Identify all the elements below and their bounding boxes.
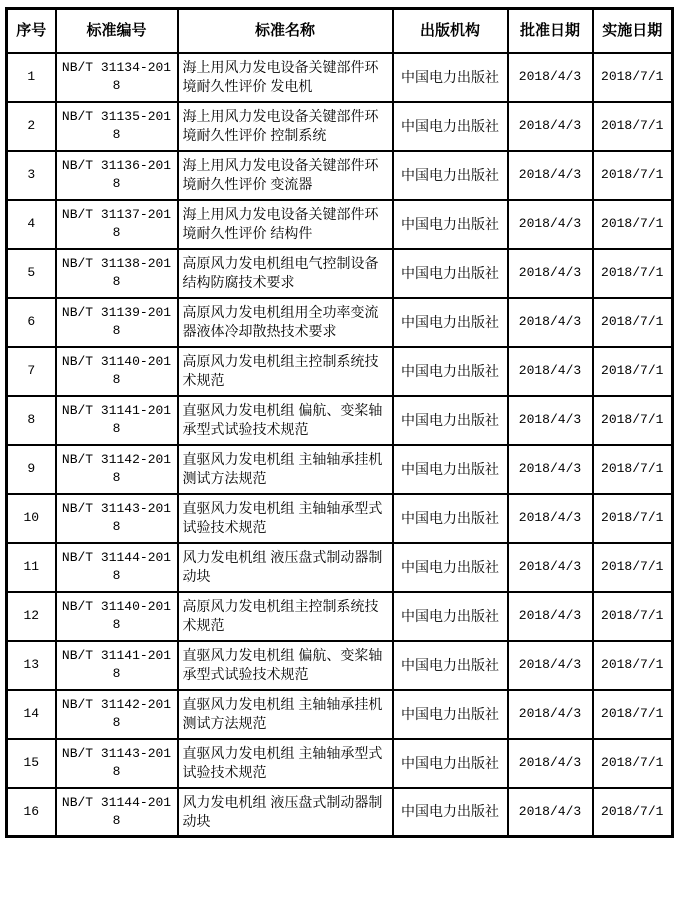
cell-no: 11 (7, 543, 56, 592)
cell-code: NB/T 31144-2018 (56, 543, 178, 592)
table-row (7, 788, 673, 837)
table-row (7, 690, 673, 739)
cell-code: NB/T 31139-2018 (56, 298, 178, 347)
cell-name: 高原风力发电机组用全功率变流器液体冷却散热技术要求 (178, 298, 393, 347)
column-header-implement_date: 实施日期 (593, 9, 673, 53)
cell-no: 2 (7, 102, 56, 151)
cell-publisher: 中国电力出版社 (393, 249, 508, 298)
cell-name: 高原风力发电机组电气控制设备结构防腐技术要求 (178, 249, 393, 298)
table-row (7, 200, 673, 249)
cell-approval_date: 2018/4/3 (508, 347, 593, 396)
cell-name: 直驱风力发电机组 主轴轴承挂机测试方法规范 (178, 690, 393, 739)
header-row (7, 9, 673, 53)
cell-implement_date: 2018/7/1 (593, 739, 673, 788)
cell-implement_date: 2018/7/1 (593, 543, 673, 592)
cell-implement_date: 2018/7/1 (593, 298, 673, 347)
cell-approval_date: 2018/4/3 (508, 200, 593, 249)
cell-name: 风力发电机组 液压盘式制动器制动块 (178, 788, 393, 837)
cell-code: NB/T 31140-2018 (56, 592, 178, 641)
cell-implement_date: 2018/7/1 (593, 151, 673, 200)
cell-publisher: 中国电力出版社 (393, 53, 508, 102)
cell-approval_date: 2018/4/3 (508, 592, 593, 641)
table-row (7, 739, 673, 788)
cell-approval_date: 2018/4/3 (508, 739, 593, 788)
column-header-code: 标准编号 (56, 9, 178, 53)
cell-code: NB/T 31143-2018 (56, 494, 178, 543)
cell-publisher: 中国电力出版社 (393, 396, 508, 445)
table-row (7, 53, 673, 102)
table-row (7, 543, 673, 592)
cell-publisher: 中国电力出版社 (393, 592, 508, 641)
cell-implement_date: 2018/7/1 (593, 249, 673, 298)
cell-publisher: 中国电力出版社 (393, 788, 508, 837)
cell-name: 直驱风力发电机组 主轴轴承挂机测试方法规范 (178, 445, 393, 494)
cell-publisher: 中国电力出版社 (393, 641, 508, 690)
cell-approval_date: 2018/4/3 (508, 690, 593, 739)
column-header-approval_date: 批准日期 (508, 9, 593, 53)
cell-name: 海上用风力发电设备关键部件环境耐久性评价 发电机 (178, 53, 393, 102)
cell-approval_date: 2018/4/3 (508, 543, 593, 592)
cell-name: 直驱风力发电机组 偏航、变桨轴承型式试验技术规范 (178, 396, 393, 445)
table-row (7, 445, 673, 494)
standards-table (5, 7, 674, 838)
cell-implement_date: 2018/7/1 (593, 102, 673, 151)
cell-implement_date: 2018/7/1 (593, 592, 673, 641)
cell-publisher: 中国电力出版社 (393, 102, 508, 151)
cell-code: NB/T 31144-2018 (56, 788, 178, 837)
cell-no: 16 (7, 788, 56, 837)
cell-publisher: 中国电力出版社 (393, 445, 508, 494)
cell-implement_date: 2018/7/1 (593, 788, 673, 837)
cell-no: 4 (7, 200, 56, 249)
cell-approval_date: 2018/4/3 (508, 445, 593, 494)
cell-no: 15 (7, 739, 56, 788)
cell-code: NB/T 31136-2018 (56, 151, 178, 200)
cell-no: 14 (7, 690, 56, 739)
cell-approval_date: 2018/4/3 (508, 298, 593, 347)
cell-publisher: 中国电力出版社 (393, 298, 508, 347)
cell-publisher: 中国电力出版社 (393, 690, 508, 739)
table-row (7, 151, 673, 200)
cell-approval_date: 2018/4/3 (508, 788, 593, 837)
cell-no: 3 (7, 151, 56, 200)
cell-code: NB/T 31142-2018 (56, 690, 178, 739)
cell-code: NB/T 31140-2018 (56, 347, 178, 396)
cell-name: 直驱风力发电机组 主轴轴承型式试验技术规范 (178, 739, 393, 788)
cell-code: NB/T 31142-2018 (56, 445, 178, 494)
table-row (7, 249, 673, 298)
table-row (7, 102, 673, 151)
cell-implement_date: 2018/7/1 (593, 690, 673, 739)
cell-publisher: 中国电力出版社 (393, 494, 508, 543)
table-row (7, 396, 673, 445)
cell-name: 直驱风力发电机组 主轴轴承型式试验技术规范 (178, 494, 393, 543)
cell-implement_date: 2018/7/1 (593, 641, 673, 690)
cell-publisher: 中国电力出版社 (393, 200, 508, 249)
cell-implement_date: 2018/7/1 (593, 396, 673, 445)
cell-publisher: 中国电力出版社 (393, 543, 508, 592)
cell-no: 7 (7, 347, 56, 396)
table-body (7, 53, 673, 837)
cell-approval_date: 2018/4/3 (508, 641, 593, 690)
cell-publisher: 中国电力出版社 (393, 151, 508, 200)
cell-name: 海上用风力发电设备关键部件环境耐久性评价 结构件 (178, 200, 393, 249)
table-row (7, 298, 673, 347)
cell-name: 海上用风力发电设备关键部件环境耐久性评价 变流器 (178, 151, 393, 200)
cell-name: 海上用风力发电设备关键部件环境耐久性评价 控制系统 (178, 102, 393, 151)
cell-name: 直驱风力发电机组 偏航、变桨轴承型式试验技术规范 (178, 641, 393, 690)
cell-publisher: 中国电力出版社 (393, 347, 508, 396)
cell-name: 高原风力发电机组主控制系统技术规范 (178, 592, 393, 641)
cell-approval_date: 2018/4/3 (508, 494, 593, 543)
cell-implement_date: 2018/7/1 (593, 200, 673, 249)
cell-approval_date: 2018/4/3 (508, 151, 593, 200)
cell-no: 9 (7, 445, 56, 494)
cell-implement_date: 2018/7/1 (593, 494, 673, 543)
cell-implement_date: 2018/7/1 (593, 347, 673, 396)
cell-no: 5 (7, 249, 56, 298)
cell-code: NB/T 31141-2018 (56, 641, 178, 690)
cell-approval_date: 2018/4/3 (508, 102, 593, 151)
column-header-publisher: 出版机构 (393, 9, 508, 53)
cell-no: 6 (7, 298, 56, 347)
cell-no: 8 (7, 396, 56, 445)
table-row (7, 494, 673, 543)
cell-code: NB/T 31138-2018 (56, 249, 178, 298)
cell-name: 风力发电机组 液压盘式制动器制动块 (178, 543, 393, 592)
cell-implement_date: 2018/7/1 (593, 445, 673, 494)
cell-no: 1 (7, 53, 56, 102)
cell-approval_date: 2018/4/3 (508, 396, 593, 445)
table-row (7, 641, 673, 690)
cell-implement_date: 2018/7/1 (593, 53, 673, 102)
cell-approval_date: 2018/4/3 (508, 249, 593, 298)
cell-code: NB/T 31137-2018 (56, 200, 178, 249)
cell-no: 10 (7, 494, 56, 543)
column-header-no: 序号 (7, 9, 56, 53)
table-row (7, 347, 673, 396)
cell-approval_date: 2018/4/3 (508, 53, 593, 102)
cell-publisher: 中国电力出版社 (393, 739, 508, 788)
cell-code: NB/T 31141-2018 (56, 396, 178, 445)
column-header-name: 标准名称 (178, 9, 393, 53)
cell-no: 12 (7, 592, 56, 641)
cell-code: NB/T 31134-2018 (56, 53, 178, 102)
cell-name: 高原风力发电机组主控制系统技术规范 (178, 347, 393, 396)
cell-no: 13 (7, 641, 56, 690)
cell-code: NB/T 31135-2018 (56, 102, 178, 151)
table-row (7, 592, 673, 641)
cell-code: NB/T 31143-2018 (56, 739, 178, 788)
